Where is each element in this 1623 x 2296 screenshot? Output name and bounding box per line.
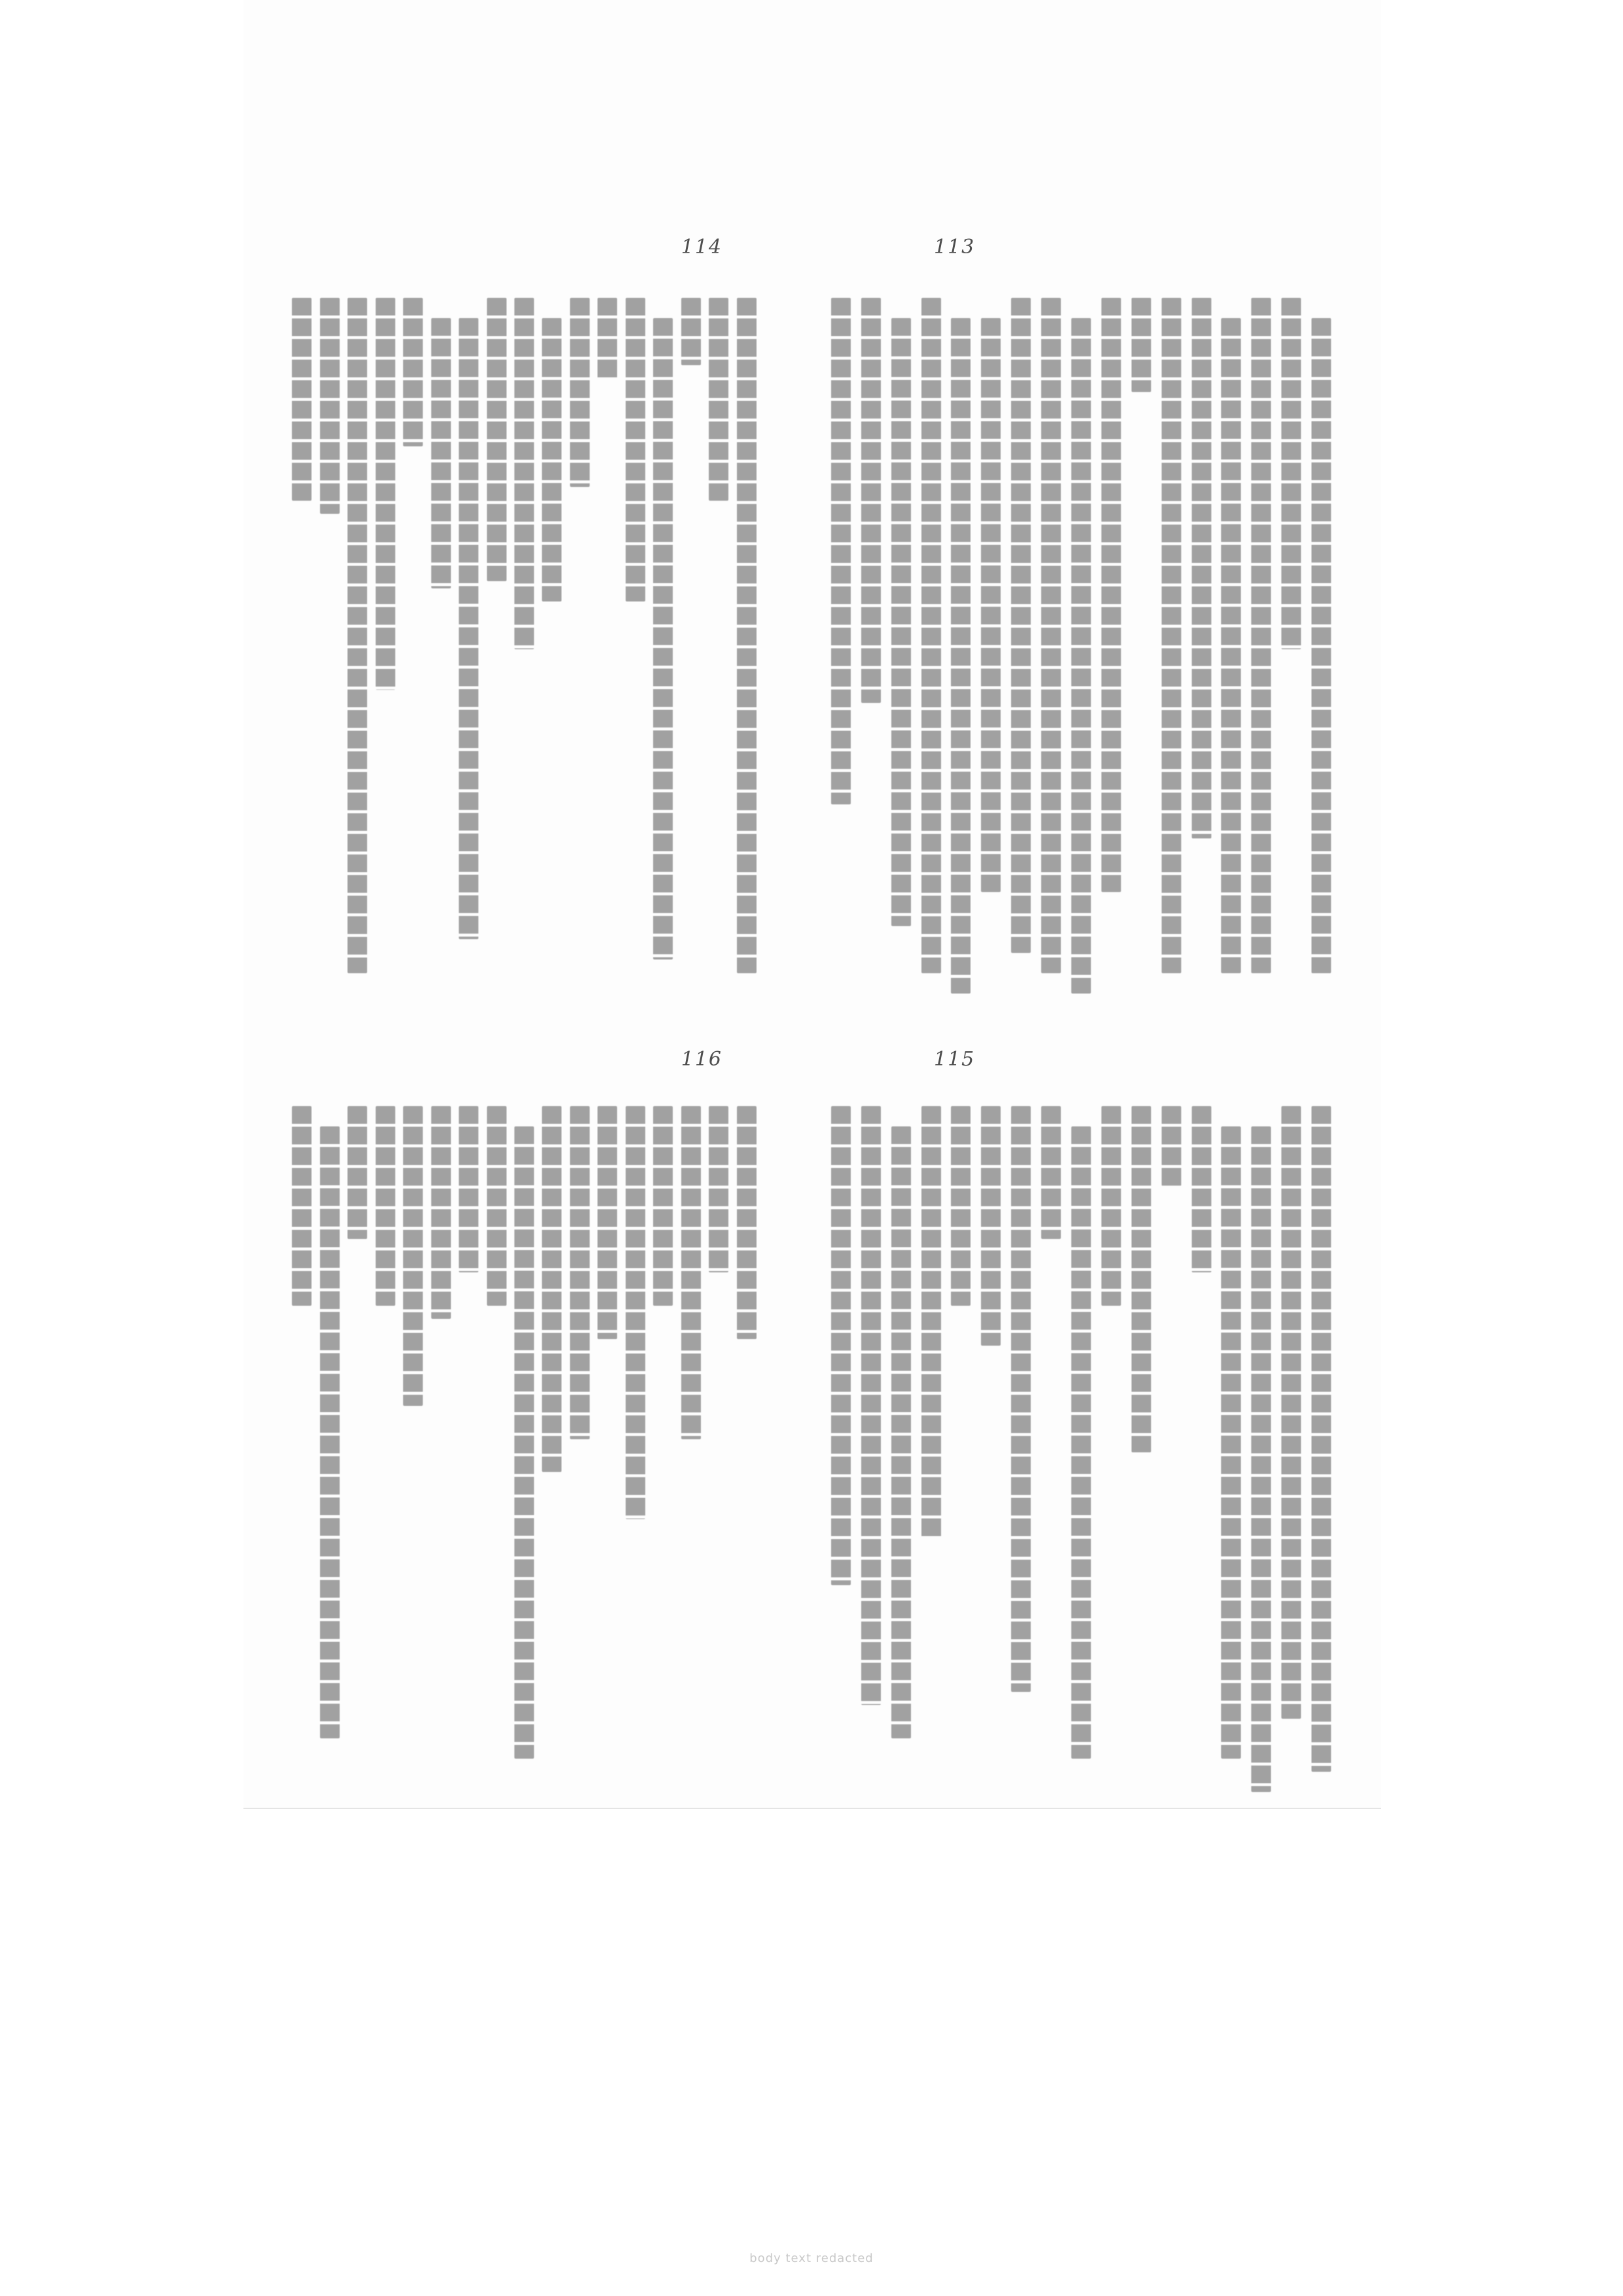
redacted-text-column — [951, 1106, 971, 1306]
redacted-text-column — [921, 1106, 941, 1539]
redacted-text-block — [288, 1106, 760, 1772]
redacted-text-column — [514, 1126, 534, 1759]
book-page-115 — [826, 1044, 1336, 1777]
redacted-text-column — [320, 298, 340, 514]
redacted-text-column — [514, 298, 534, 649]
redacted-text-column — [1071, 318, 1091, 994]
redacted-text-column — [1041, 298, 1061, 973]
redacted-text-column — [570, 1106, 590, 1439]
redacted-text-column — [1281, 1106, 1301, 1719]
redacted-text-column — [861, 1106, 881, 1705]
redacted-text-column — [1101, 1106, 1121, 1306]
redacted-text-column — [1192, 298, 1211, 838]
redacted-text-column — [1071, 1126, 1091, 1759]
redaction-note: body text redacted — [749, 2251, 874, 2265]
book-page-114 — [288, 236, 760, 978]
redacted-text-column — [597, 298, 617, 379]
redacted-text-column — [951, 318, 971, 994]
redacted-text-column — [459, 1106, 478, 1272]
redacted-text-column — [891, 318, 911, 926]
redacted-text-column — [737, 1106, 757, 1339]
redacted-text-column — [1011, 1106, 1031, 1692]
redacted-text-column — [1221, 1126, 1241, 1759]
redacted-text-column — [891, 1126, 911, 1739]
page-number: 114 — [681, 236, 722, 259]
redacted-text-column — [348, 1106, 367, 1239]
redacted-text-column — [1132, 298, 1151, 392]
page-number: 116 — [681, 1048, 722, 1071]
redacted-text-column — [570, 298, 590, 487]
redacted-text-column — [831, 1106, 851, 1585]
redacted-text-block — [826, 1106, 1336, 1772]
redacted-text-column — [1311, 1106, 1331, 1772]
redacted-text-column — [376, 298, 395, 690]
redacted-text-column — [292, 1106, 312, 1306]
redacted-text-column — [597, 1106, 617, 1339]
redacted-text-column — [348, 298, 367, 973]
redacted-text-column — [542, 318, 562, 601]
redacted-text-column — [1132, 1106, 1151, 1452]
redacted-text-column — [431, 318, 451, 588]
redacted-text-column — [921, 298, 941, 973]
redacted-text-column — [1162, 1106, 1181, 1186]
page-number: 115 — [934, 1048, 976, 1071]
redacted-text-column — [653, 1106, 673, 1306]
redacted-text-column — [1011, 298, 1031, 953]
redacted-text-column — [376, 1106, 395, 1306]
redacted-text-column — [1162, 298, 1181, 973]
redacted-text-column — [459, 318, 478, 939]
redacted-text-column — [737, 298, 757, 973]
redacted-text-column — [626, 298, 645, 601]
redacted-text-column — [1251, 298, 1271, 973]
redacted-text-block — [826, 298, 1336, 973]
redacted-text-block — [288, 298, 760, 973]
redacted-text-column — [1041, 1106, 1061, 1239]
redacted-text-column — [292, 298, 312, 501]
redacted-text-column — [653, 318, 673, 960]
redacted-text-column — [981, 318, 1001, 892]
redacted-text-column — [487, 1106, 507, 1306]
redacted-text-column — [681, 298, 701, 365]
redacted-text-column — [487, 298, 507, 581]
page-number: 113 — [934, 236, 976, 259]
redacted-text-column — [320, 1126, 340, 1739]
redacted-text-column — [1251, 1126, 1271, 1792]
redacted-text-column — [861, 298, 881, 703]
redacted-text-column — [1192, 1106, 1211, 1272]
redacted-text-column — [709, 298, 728, 501]
redacted-text-column — [1281, 298, 1301, 649]
redacted-text-column — [681, 1106, 701, 1439]
redacted-text-column — [403, 298, 423, 446]
redacted-text-column — [1311, 318, 1331, 973]
redacted-text-column — [626, 1106, 645, 1519]
redacted-text-column — [403, 1106, 423, 1406]
redacted-text-column — [709, 1106, 728, 1272]
redacted-text-column — [431, 1106, 451, 1319]
redacted-text-column — [542, 1106, 562, 1472]
redacted-text-column — [1101, 298, 1121, 892]
redacted-text-column — [981, 1106, 1001, 1346]
redacted-text-column — [831, 298, 851, 804]
book-page-116 — [288, 1044, 760, 1777]
book-page-113 — [826, 236, 1336, 978]
redacted-text-column — [1221, 318, 1241, 973]
